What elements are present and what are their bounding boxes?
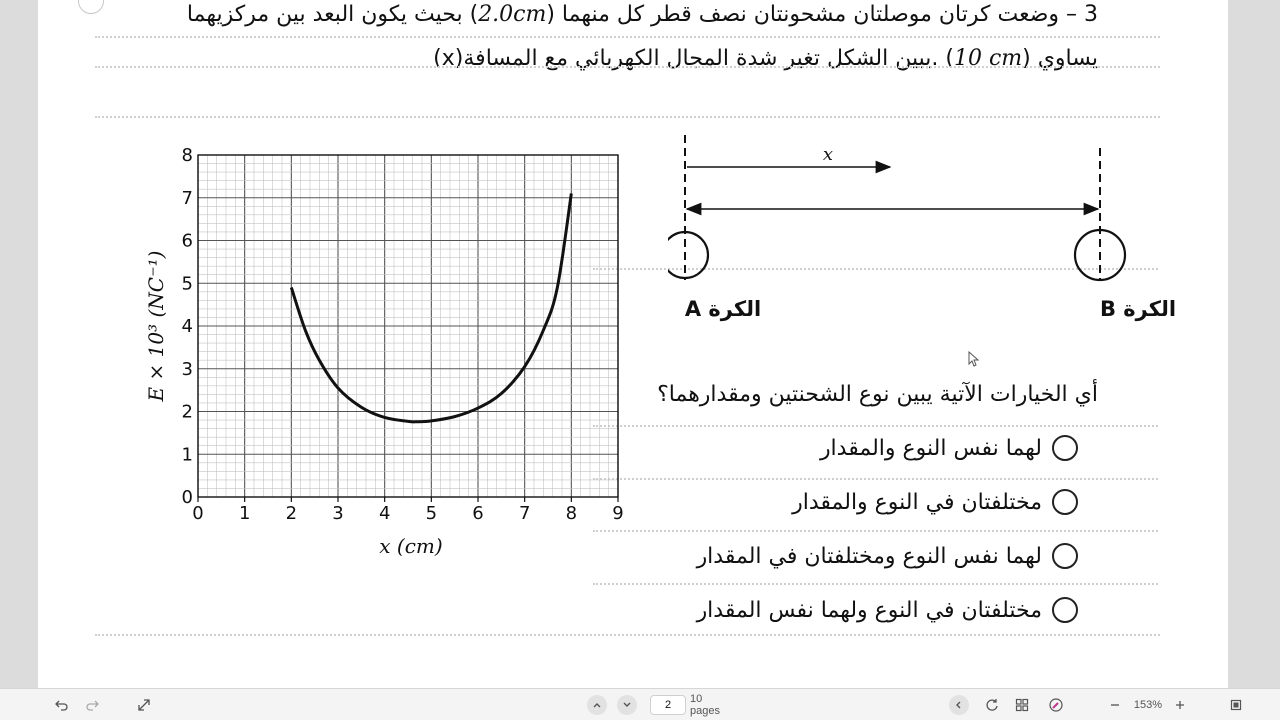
y-axis-label: E × 10³ (NC⁻¹) xyxy=(144,250,168,402)
chevron-up-icon xyxy=(592,700,602,710)
zoom-out-icon[interactable] xyxy=(1105,689,1125,720)
radio-icon[interactable] xyxy=(1052,543,1078,569)
radio-icon[interactable] xyxy=(1052,489,1078,515)
annotate-icon[interactable] xyxy=(1046,689,1066,720)
chart-grid xyxy=(198,155,618,497)
option-label: مختلفتان في النوع والمقدار xyxy=(792,489,1042,515)
y-tick-label: 0 xyxy=(181,487,193,508)
sphere-b-label: الكرة B xyxy=(1099,297,1177,321)
dotted-rule xyxy=(95,634,1160,636)
undo-icon[interactable] xyxy=(52,689,72,720)
x-tick-label: 4 xyxy=(378,503,391,524)
right-gutter xyxy=(1228,0,1280,688)
dotted-rule xyxy=(593,530,1158,532)
x-tick-label: 0 xyxy=(192,503,204,524)
radius-value: 2.0cm xyxy=(478,2,547,27)
question-line-1 xyxy=(187,2,1098,27)
question-line-1-prefix: 3 – وضعت كرتان موصلتان مشحونتان نصف قطر كل منهما ( xyxy=(546,2,1098,27)
previous-page-button[interactable] xyxy=(586,689,608,720)
option-same-type-same-magnitude[interactable] xyxy=(820,435,1078,461)
x-arrow-label: x xyxy=(822,144,834,165)
page-count-label: 10 pages xyxy=(690,693,720,717)
y-tick-label: 6 xyxy=(181,230,193,252)
document-toolbar xyxy=(0,688,1280,720)
left-gutter xyxy=(0,0,38,688)
sphere-a xyxy=(668,232,708,278)
mouse-cursor-icon xyxy=(968,351,980,367)
y-tick-label: 3 xyxy=(181,358,193,380)
y-tick-label: 4 xyxy=(181,316,193,337)
zoom-in-icon[interactable] xyxy=(1170,689,1190,720)
radio-icon[interactable] xyxy=(1052,435,1078,461)
document-page xyxy=(38,0,1228,688)
option-different-type-same-magnitude[interactable] xyxy=(697,597,1078,623)
x-tick-label: 3 xyxy=(332,503,344,524)
dotted-rule xyxy=(95,116,1160,118)
x-tick-label: 1 xyxy=(238,503,251,524)
option-label: لهما نفس النوع والمقدار xyxy=(819,435,1042,461)
x-axis-label: x (cm) xyxy=(379,534,443,558)
sphere-a-label: الكرة A xyxy=(684,297,762,321)
expand-icon[interactable] xyxy=(134,689,154,720)
x-tick-label: 8 xyxy=(565,503,578,524)
chevron-down-icon xyxy=(622,700,632,710)
dotted-rule xyxy=(95,66,1160,68)
grid-view-icon[interactable] xyxy=(1012,689,1032,720)
next-page-button[interactable] xyxy=(616,689,638,720)
fit-page-icon[interactable] xyxy=(1226,689,1246,720)
dotted-rule xyxy=(593,583,1158,585)
sidebar-toggle-button[interactable] xyxy=(948,689,970,720)
x-tick-label: 2 xyxy=(285,503,298,524)
distance-value: 10 cm xyxy=(953,46,1023,71)
dotted-rule xyxy=(593,425,1158,427)
corner-indicator xyxy=(78,0,104,14)
y-tick-labels xyxy=(182,145,193,508)
x-tick-labels xyxy=(192,497,623,524)
dotted-rule xyxy=(95,36,1160,38)
zoom-level[interactable]: 153% xyxy=(1133,699,1163,711)
question-line-2-prefix: يساوي ( xyxy=(1022,46,1098,71)
y-tick-label: 1 xyxy=(181,444,193,466)
rotate-icon[interactable] xyxy=(982,689,1002,720)
redo-icon[interactable] xyxy=(82,689,102,720)
question-prompt: أي الخيارات الآتية يبين نوع الشحنتين ومقدارهما؟ xyxy=(657,382,1098,407)
field-strength-chart xyxy=(133,130,643,570)
option-same-type-different-magnitude[interactable] xyxy=(697,543,1078,569)
spheres-diagram xyxy=(668,130,1188,330)
x-tick-label: 6 xyxy=(472,503,484,524)
x-tick-label: 5 xyxy=(425,503,438,524)
dotted-rule xyxy=(593,478,1158,480)
page-number-input[interactable]: 2 xyxy=(650,695,686,715)
radio-icon[interactable] xyxy=(1052,597,1078,623)
option-label: لهما نفس النوع ومختلفتان في المقدار xyxy=(696,543,1042,569)
chevron-left-icon xyxy=(954,700,964,710)
y-tick-label: 2 xyxy=(181,401,193,423)
y-tick-label: 7 xyxy=(181,187,193,209)
option-label: مختلفتان في النوع ولهما نفس المقدار xyxy=(696,597,1042,623)
question-line-1-suffix: ) بحيث يكون البعد بين مركزيهما xyxy=(186,2,479,27)
question-line-2-suffix: ) .يبين الشكل تغير شدة المجال الكهربائي مع المسافة(x) xyxy=(433,46,954,71)
x-tick-label: 7 xyxy=(518,503,531,524)
y-tick-label: 5 xyxy=(181,273,193,295)
x-tick-label: 9 xyxy=(612,503,624,524)
y-tick-label: 8 xyxy=(181,145,193,166)
option-different-type-different-magnitude[interactable] xyxy=(792,489,1078,515)
